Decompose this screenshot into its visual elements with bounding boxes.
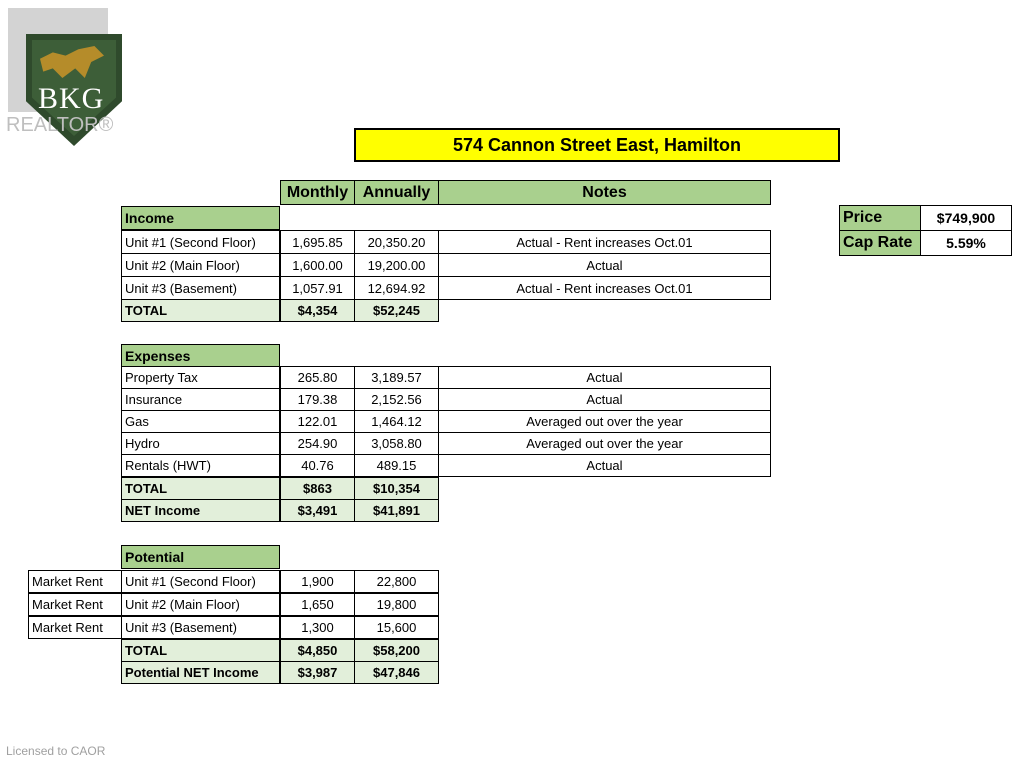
- potential-row-annually: 22,800: [354, 570, 439, 593]
- income-row-notes: Actual - Rent increases Oct.01: [438, 276, 771, 300]
- expense-row-notes: Averaged out over the year: [438, 432, 771, 455]
- income-row-notes: Actual: [438, 253, 771, 277]
- expense-row-label: Hydro: [121, 432, 280, 455]
- income-row-notes: Actual - Rent increases Oct.01: [438, 230, 771, 254]
- income-row-monthly: 1,057.91: [280, 276, 355, 300]
- expense-row-label: Property Tax: [121, 366, 280, 389]
- expenses-total-annually: $10,354: [354, 477, 439, 500]
- income-heading: Income: [121, 206, 280, 230]
- net-income-label: NET Income: [121, 499, 280, 522]
- expense-row-notes: Actual: [438, 366, 771, 389]
- expenses-total-label: TOTAL: [121, 477, 280, 500]
- logo-realtor-text: REALTOR®: [6, 114, 114, 136]
- expense-row-monthly: 40.76: [280, 454, 355, 477]
- license-footer: Licensed to CAOR: [6, 744, 106, 758]
- potential-row-annually: 19,800: [354, 593, 439, 616]
- income-total-monthly: $4,354: [280, 299, 355, 322]
- income-row-annually: 20,350.20: [354, 230, 439, 254]
- price-label: Price: [839, 205, 921, 231]
- expense-row-monthly: 122.01: [280, 410, 355, 433]
- income-row-label: Unit #1 (Second Floor): [121, 230, 280, 254]
- income-row-label: Unit #2 (Main Floor): [121, 253, 280, 277]
- cap-rate-label: Cap Rate: [839, 230, 921, 256]
- expense-row-notes: Actual: [438, 454, 771, 477]
- net-income-annually: $41,891: [354, 499, 439, 522]
- expense-row-monthly: 254.90: [280, 432, 355, 455]
- expense-row-annually: 3,189.57: [354, 366, 439, 389]
- potential-total-monthly: $4,850: [280, 639, 355, 662]
- market-rent-tag: Market Rent: [28, 570, 122, 593]
- potential-total-annually: $58,200: [354, 639, 439, 662]
- potential-net-income-annually: $47,846: [354, 661, 439, 684]
- price-value: $749,900: [920, 205, 1012, 231]
- potential-net-income-label: Potential NET Income: [121, 661, 280, 684]
- income-total-annually: $52,245: [354, 299, 439, 322]
- expense-row-label: Insurance: [121, 388, 280, 411]
- expense-row-monthly: 179.38: [280, 388, 355, 411]
- expense-row-annually: 489.15: [354, 454, 439, 477]
- potential-row-label: Unit #3 (Basement): [121, 616, 280, 639]
- expense-row-label: Gas: [121, 410, 280, 433]
- potential-row-monthly: 1,300: [280, 616, 355, 639]
- expense-row-notes: Actual: [438, 388, 771, 411]
- potential-row-label: Unit #1 (Second Floor): [121, 570, 280, 593]
- col-header-notes: Notes: [438, 180, 771, 205]
- market-rent-tag: Market Rent: [28, 616, 122, 639]
- market-rent-tag: Market Rent: [28, 593, 122, 616]
- expenses-heading: Expenses: [121, 344, 280, 367]
- cap-rate-value: 5.59%: [920, 230, 1012, 256]
- income-row-annually: 12,694.92: [354, 276, 439, 300]
- net-income-monthly: $3,491: [280, 499, 355, 522]
- potential-row-monthly: 1,900: [280, 570, 355, 593]
- expense-row-annually: 2,152.56: [354, 388, 439, 411]
- potential-row-annually: 15,600: [354, 616, 439, 639]
- expense-row-monthly: 265.80: [280, 366, 355, 389]
- income-total-label: TOTAL: [121, 299, 280, 322]
- income-row-label: Unit #3 (Basement): [121, 276, 280, 300]
- page-title: 574 Cannon Street East, Hamilton: [354, 128, 840, 162]
- potential-total-label: TOTAL: [121, 639, 280, 662]
- logo-brand-text: BKG: [38, 82, 105, 115]
- income-row-monthly: 1,600.00: [280, 253, 355, 277]
- potential-row-label: Unit #2 (Main Floor): [121, 593, 280, 616]
- expenses-total-monthly: $863: [280, 477, 355, 500]
- col-header-monthly: Monthly: [280, 180, 355, 205]
- potential-heading: Potential: [121, 545, 280, 569]
- income-row-monthly: 1,695.85: [280, 230, 355, 254]
- income-row-annually: 19,200.00: [354, 253, 439, 277]
- col-header-annually: Annually: [354, 180, 439, 205]
- expense-row-notes: Averaged out over the year: [438, 410, 771, 433]
- expense-row-annually: 3,058.80: [354, 432, 439, 455]
- expense-row-annually: 1,464.12: [354, 410, 439, 433]
- potential-row-monthly: 1,650: [280, 593, 355, 616]
- expense-row-label: Rentals (HWT): [121, 454, 280, 477]
- potential-net-income-monthly: $3,987: [280, 661, 355, 684]
